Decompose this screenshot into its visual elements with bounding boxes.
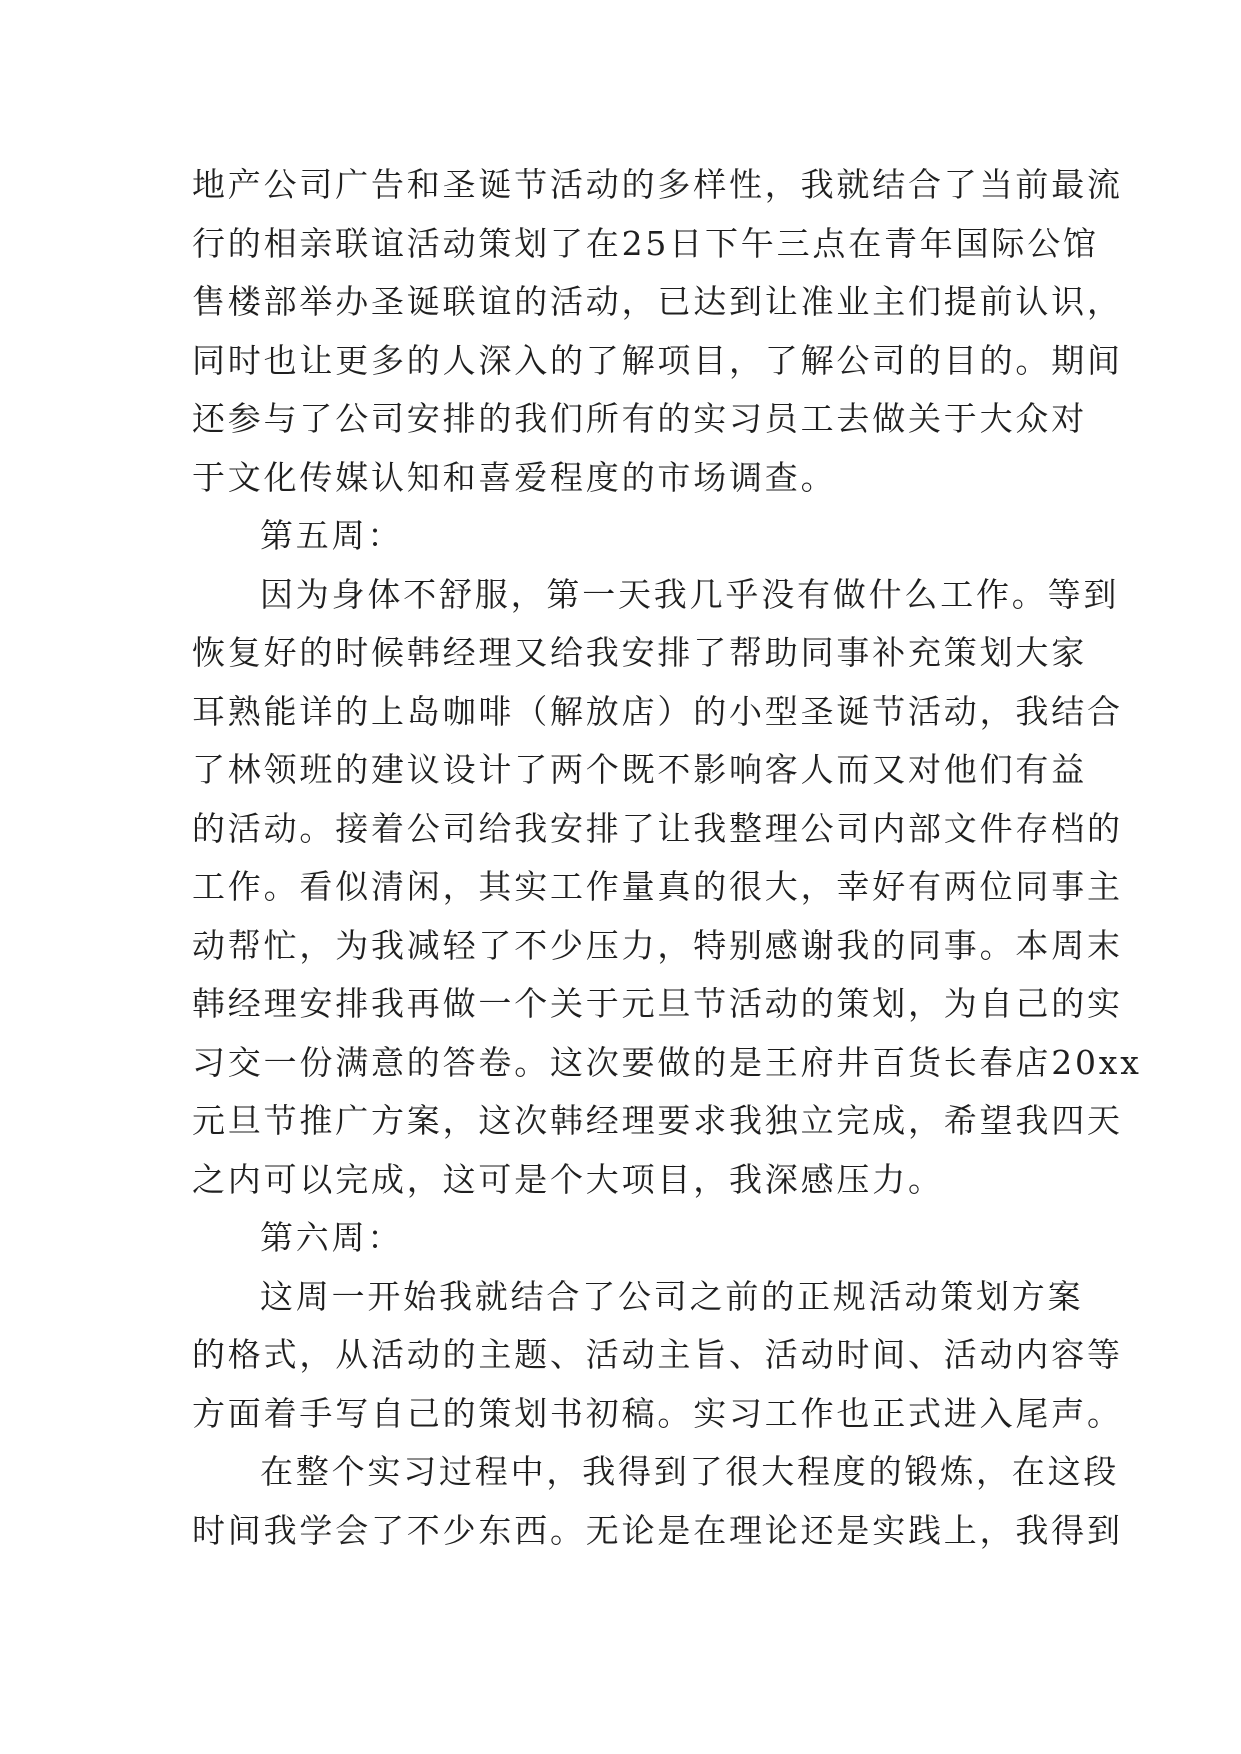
text-line: 习交一份满意的答卷。这次要做的是王府井百货长春店20xx [192,1042,1142,1082]
text-line: 恢复好的时候韩经理又给我安排了帮助同事补充策划大家 [192,633,1087,672]
text-line: 动帮忙，为我减轻了不少压力，特别感谢我的同事。本周末 [192,925,1123,965]
text-line: 因为身体不舒服，第一天我几乎没有做什么工作。等到 [260,574,1120,614]
text-line: 同时也让更多的人深入的了解项目，了解公司的目的。期间 [192,340,1123,380]
text-line: 于文化传媒认知和喜爱程度的市场调查。 [192,457,837,497]
text-line: 行的相亲联谊活动策划了在25日下午三点在青年国际公馆 [192,223,1099,263]
text-line: 在整个实习过程中，我得到了很大程度的锻炼，在这段 [260,1452,1120,1491]
text-line: 了林领班的建议设计了两个既不影响客人而又对他们有益 [192,750,1087,789]
text-line: 还参与了公司安排的我们所有的实习员工去做关于大众对 [192,399,1087,438]
section-heading-week5: 第五周： [260,516,404,555]
text-line: 韩经理安排我再做一个关于元旦节活动的策划，为自己的实 [192,984,1123,1023]
document-body [192,156,1142,1560]
section-heading-week6: 第六周： [260,1218,404,1257]
text-line: 的活动。接着公司给我安排了让我整理公司内部文件存档的 [192,808,1123,848]
text-line: 方面着手写自己的策划书初稿。实习工作也正式进入尾声。 [192,1393,1123,1433]
text-line: 元旦节推广方案，这次韩经理要求我独立完成，希望我四天 [192,1101,1123,1140]
text-line: 地产公司广告和圣诞节活动的多样性，我就结合了当前最流 [192,165,1123,204]
text-line: 这周一开始我就结合了公司之前的正规活动策划方案 [260,1276,1084,1316]
text-line: 工作。看似清闲，其实工作量真的很大，幸好有两位同事主 [192,867,1123,906]
text-line: 售楼部举办圣诞联谊的活动，已达到让准业主们提前认识， [192,282,1123,321]
text-line: 时间我学会了不少东西。无论是在理论还是实践上，我得到 [192,1510,1123,1550]
text-line: 的格式，从活动的主题、活动主旨、活动时间、活动内容等 [192,1335,1123,1374]
text-line: 耳熟能详的上岛咖啡（解放店）的小型圣诞节活动，我结合 [192,691,1123,731]
text-line: 之内可以完成，这可是个大项目，我深感压力。 [192,1159,944,1199]
